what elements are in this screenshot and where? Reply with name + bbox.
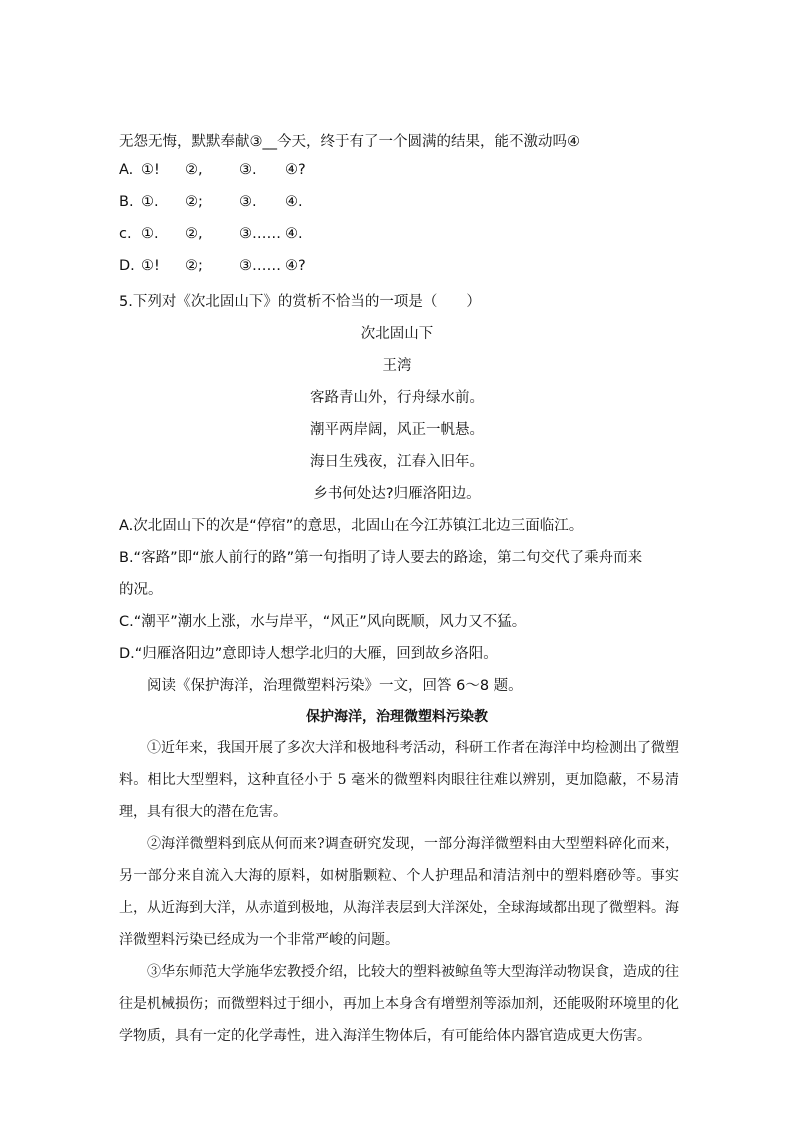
option-part: ②,	[185, 162, 203, 178]
option-part: ④?	[285, 162, 306, 178]
q5-option-a: A.次北固山下的次是“停宿”的意思，北固山在今江苏镇江北边三面临江。	[119, 518, 584, 534]
article-title: 保护海洋，治理微塑料污染教	[306, 709, 488, 725]
option-part: ④.	[285, 194, 303, 210]
poem-line: 客路青山外，行舟绿水前。	[310, 390, 484, 406]
poem-line: 乡书何处达?归雁洛阳边。	[313, 486, 481, 502]
poem-line: 海日生残夜，江春入旧年。	[310, 454, 484, 470]
q5-option-b-cont: 的况。	[119, 582, 163, 598]
poem-author: 王湾	[382, 358, 412, 374]
q5-option-d: D.“归雁洛阳边”意即诗人想学北归的大雁，回到故乡洛阳。	[119, 646, 498, 662]
option-part: ①!	[141, 162, 160, 178]
article-paragraph-2: ②海洋微塑料到底从何而来?调查研究发现，一部分海洋微塑料由大型塑料碎化而来，另一部分来自流入大海的原料，如树脂颗粒、个人护理品和清洁剂中的塑料磨砂等。事实上，从近海到大洋，从赤道到极地，从海洋表层到大洋深处，全球海域都出现了微塑料。海洋微塑料污染已经成为一个非常严峻的问题。	[119, 836, 679, 948]
option-letter: D.	[119, 258, 135, 274]
option-part: ③.	[239, 194, 257, 210]
q4-option-b	[119, 194, 303, 210]
option-part: ①.	[141, 194, 159, 210]
option-part: ①.	[141, 226, 159, 242]
question-4-continuation: 无怨无悔，默默奉献③__今天，终于有了一个圆满的结果，能不激动吗④	[119, 134, 580, 150]
option-part: ③……	[239, 226, 281, 242]
option-part: ③……	[239, 258, 281, 274]
question-5-stem: 5.下列对《次北固山下》的赏析不恰当的一项是（ ）	[119, 294, 481, 310]
option-letter: c.	[119, 226, 132, 242]
option-part: ②;	[185, 258, 203, 274]
option-part: ④.	[285, 226, 303, 242]
reading-instruction: 阅读《保护海洋，治理微塑料污染》一文，回答 6～8 题。	[147, 678, 523, 694]
article-paragraph-1: ①近年来，我国开展了多次大洋和极地科考活动，科研工作者在海洋中均检测出了微塑料。相比大型塑料，这种直径小于 5 毫米的微塑料肉眼往往难以辨别，更加隐蔽，不易清理，具有很大的潜在危害。	[119, 740, 679, 820]
option-part: ②;	[185, 194, 203, 210]
q4-option-a	[119, 162, 306, 178]
q4-option-d	[119, 258, 306, 274]
q4-option-c	[119, 226, 303, 242]
option-part: ①!	[141, 258, 160, 274]
poem-line: 潮平两岸阔，风正一帆悬。	[310, 422, 484, 438]
article-paragraph-3: ③华东师范大学施华宏教授介绍，比较大的塑料被鲸鱼等大型海洋动物误食，造成的往往是机械损伤；而微塑料过于细小，再加上本身含有增塑剂等添加剂，还能吸附环境里的化学物质，具有一定的化学毒性，进入海洋生物体后，有可能给体内器官造成更大伤害。	[119, 964, 679, 1044]
option-letter: B.	[119, 194, 134, 210]
option-part: ③.	[239, 162, 257, 178]
q5-option-b: B.“客路”即“旅人前行的路”第一句指明了诗人要去的路途，第二句交代了乘舟而来	[119, 550, 643, 566]
q5-option-c: C.“潮平”潮水上涨，水与岸平，“风正”风向既顺，风力又不猛。	[119, 614, 527, 630]
option-part: ②,	[185, 226, 203, 242]
poem-title: 次北固山下	[360, 326, 434, 342]
option-letter: A.	[119, 162, 134, 178]
option-part: ④?	[285, 258, 306, 274]
